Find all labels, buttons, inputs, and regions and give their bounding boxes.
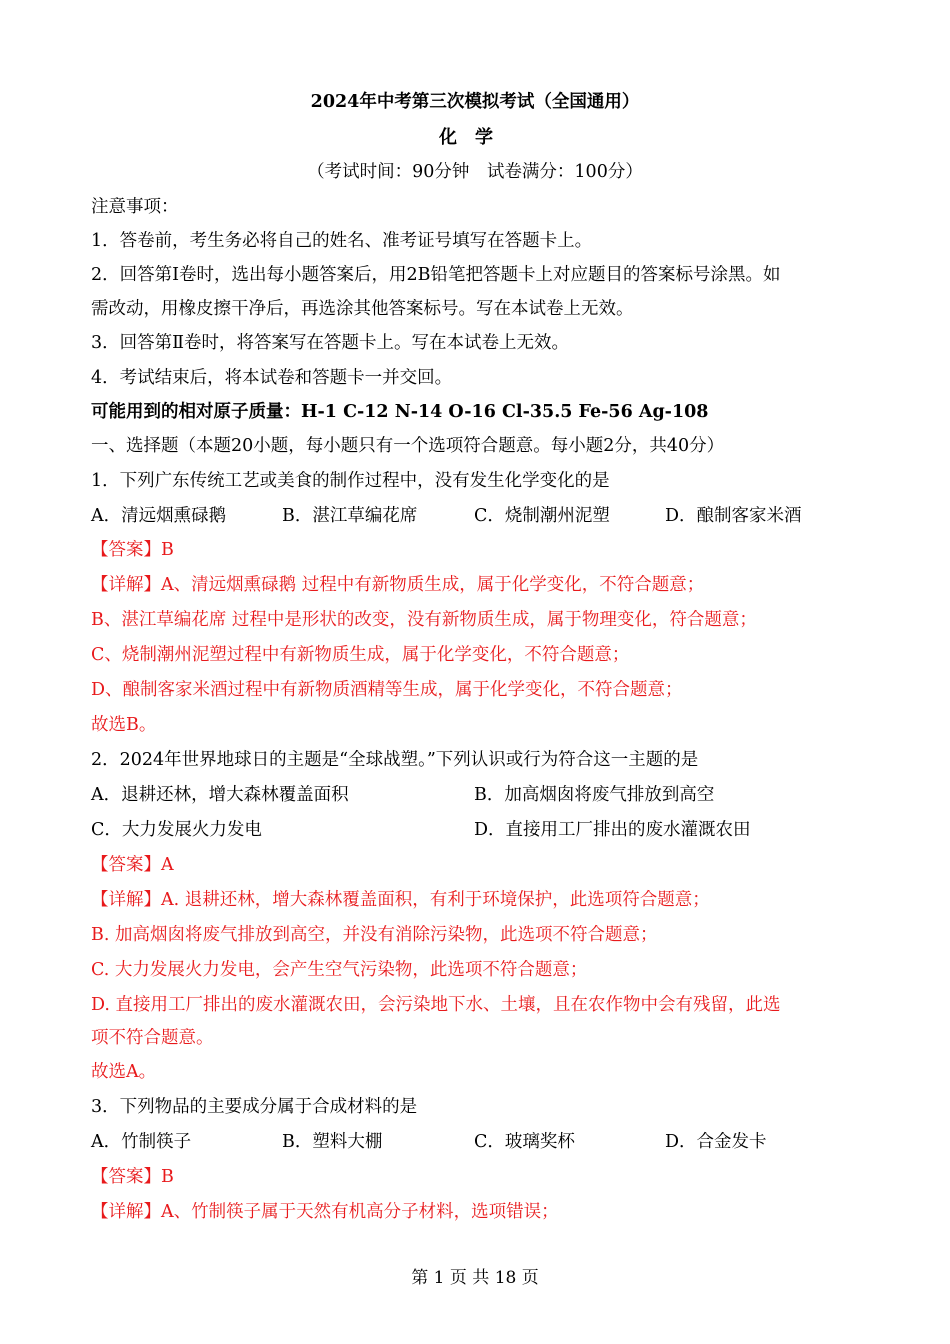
exam-info: （考试时间：90分钟 试卷满分：100分） [307, 162, 643, 182]
explanation-line: C. 大力发展火力发电，会产生空气污染物，此选项不符合题意； [91, 960, 588, 980]
explanation-line: C、烧制潮州泥塑过程中有新物质生成，属于化学变化，不符合题意； [91, 645, 630, 665]
question-option: A．清远烟熏碌鹅 [91, 506, 227, 526]
question-option: C．大力发展火力发电 [91, 820, 262, 840]
notice-item: 2．回答第Ⅰ卷时，选出每小题答案后，用2B铅笔把答题卡上对应题目的答案标号涂黑。如 [91, 265, 781, 285]
question-option: B．湛江草编花席 [282, 506, 418, 526]
question-stem: 1．下列广东传统工艺或美食的制作过程中，没有发生化学变化的是 [91, 471, 610, 491]
exam-title: 2024年中考第三次模拟考试（全国通用） [310, 92, 640, 112]
explanation-line: 【详解】A. 退耕还林，增大森林覆盖面积，有利于环境保护，此选项符合题意； [91, 890, 710, 910]
notice-item: 需改动，用橡皮擦干净后，再选涂其他答案标号。写在本试卷上无效。 [91, 299, 634, 319]
page-number: 第 1 页 共 18 页 [411, 1268, 539, 1288]
notice-heading: 注意事项： [91, 197, 179, 217]
question-stem: 2．2024年世界地球日的主题是“全球战塑。”下列认识或行为符合这一主题的是 [91, 750, 699, 770]
notice-item: 3．回答第Ⅱ卷时，将答案写在答题卡上。写在本试卷上无效。 [91, 333, 570, 353]
notice-item: 4．考试结束后，将本试卷和答题卡一并交回。 [91, 368, 453, 388]
section-heading: 一、选择题（本题20小题，每小题只有一个选项符合题意。每小题2分，共40分） [91, 436, 725, 456]
explanation-line: 故选A。 [91, 1062, 157, 1082]
question-option: D．直接用工厂排出的废水灌溉农田 [474, 820, 751, 840]
explanation-line: 故选B。 [91, 715, 157, 735]
explanation-line: 【详解】A、清远烟熏碌鹅 过程中有新物质生成，属于化学变化，不符合题意； [91, 575, 705, 595]
question-stem: 3．下列物品的主要成分属于合成材料的是 [91, 1097, 418, 1117]
question-option: A．退耕还林，增大森林覆盖面积 [91, 785, 349, 805]
notice-item: 1．答卷前，考生务必将自己的姓名、准考证号填写在答题卡上。 [91, 231, 593, 251]
subject-title: 化学 [439, 127, 511, 148]
question-option: A．竹制筷子 [91, 1132, 192, 1152]
answer-label: 【答案】B [91, 1167, 174, 1187]
answer-label: 【答案】A [91, 855, 174, 875]
explanation-line: D. 直接用工厂排出的废水灌溉农田，会污染地下水、土壤，且在农作物中会有残留，此选 [91, 995, 781, 1015]
question-option: D．合金发卡 [665, 1132, 767, 1152]
explanation-line: 项不符合题意。 [91, 1028, 214, 1048]
question-option: D．酿制客家米酒 [665, 506, 802, 526]
question-option: C．烧制潮州泥塑 [474, 506, 610, 526]
explanation-line: B、湛江草编花席 过程中是形状的改变，没有新物质生成，属于物理变化，符合题意； [91, 610, 757, 630]
atomic-masses: 可能用到的相对原子质量：H-1 C-12 N-14 O-16 Cl-35.5 Fe-56 Ag-108 [91, 402, 709, 422]
explanation-line: 【详解】A、竹制筷子属于天然有机高分子材料，选项错误； [91, 1202, 559, 1222]
question-option: B．塑料大棚 [282, 1132, 383, 1152]
answer-label: 【答案】B [91, 540, 174, 560]
explanation-line: D、酿制客家米酒过程中有新物质酒精等生成，属于化学变化，不符合题意； [91, 680, 683, 700]
explanation-line: B. 加高烟囱将废气排放到高空，并没有消除污染物，此选项不符合题意； [91, 925, 658, 945]
question-option: B．加高烟囱将废气排放到高空 [474, 785, 715, 805]
question-option: C．玻璃奖杯 [474, 1132, 575, 1152]
